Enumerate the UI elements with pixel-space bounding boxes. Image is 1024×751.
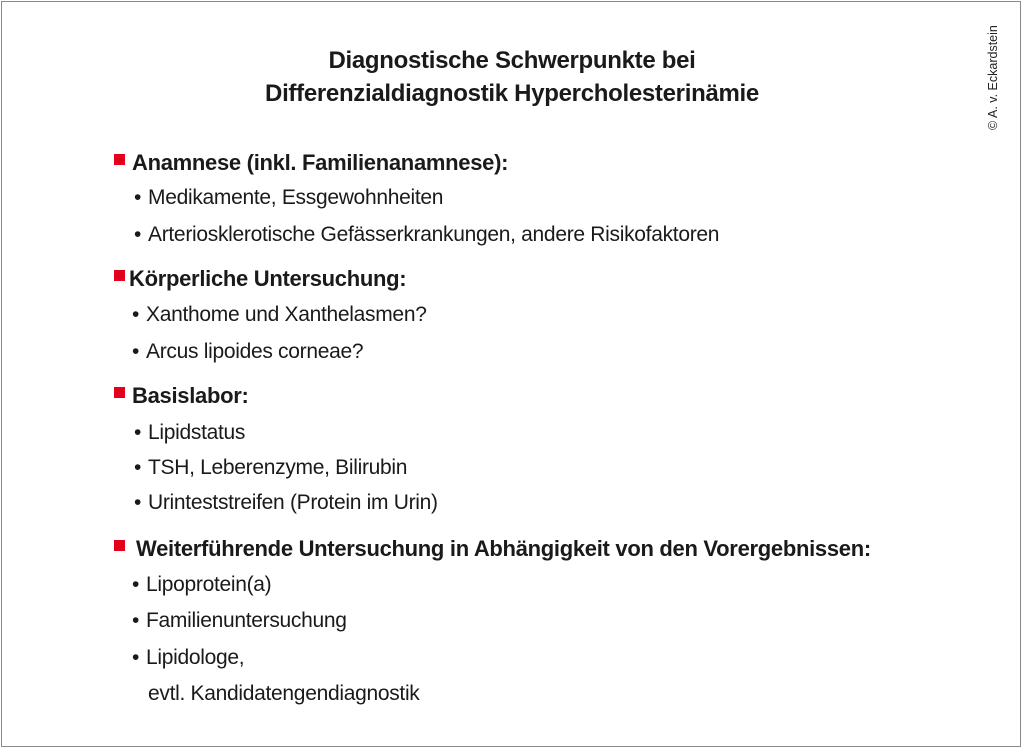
list-item: [132, 302, 427, 328]
list-item-text: Medikamente, Essgewohnheiten: [148, 186, 444, 209]
list-item: [134, 420, 245, 446]
bullet-dot-icon: •: [132, 573, 140, 596]
list-item: [132, 645, 244, 671]
list-item: [132, 339, 363, 365]
section-heading-koerperliche-untersuchung: [114, 266, 406, 292]
section-heading-basislabor: [114, 383, 249, 409]
red-square-bullet-icon: [114, 540, 125, 551]
list-item-text: Familienuntersuchung: [146, 609, 347, 632]
bullet-dot-icon: •: [134, 491, 142, 514]
slide-title-line-1: Diagnostische Schwerpunkte bei: [328, 47, 696, 74]
list-item-text: Arcus lipoides corneae?: [146, 340, 364, 363]
section-heading-text: Anamnese (inkl. Familienanamnese):: [132, 150, 509, 175]
list-item-text: Xanthome und Xanthelasmen?: [146, 303, 427, 326]
section-heading-text: Weiterführende Untersuchung in Abhängigkeit von den Vorergebnissen:: [136, 536, 871, 561]
list-item: [134, 455, 407, 481]
section-heading-weiterfuehrende-untersuchung: [114, 536, 871, 562]
bullet-dot-icon: •: [134, 421, 142, 444]
bullet-dot-icon: •: [134, 186, 142, 209]
bullet-dot-icon: •: [132, 303, 140, 326]
section-heading-anamnese: [114, 150, 508, 176]
list-item-text: TSH, Leberenzyme, Bilirubin: [148, 456, 408, 479]
list-item: [132, 572, 271, 598]
list-item: [134, 490, 438, 516]
slide-title-line-2: Differenzialdiagnostik Hypercholesterinämie: [265, 80, 759, 107]
red-square-bullet-icon: [114, 270, 125, 281]
bullet-dot-icon: •: [134, 456, 142, 479]
list-item-text: Lipoprotein(a): [146, 573, 272, 596]
list-item-text: Urinteststreifen (Protein im Urin): [148, 491, 438, 514]
list-item: [132, 608, 347, 634]
section-heading-text: Körperliche Untersuchung:: [129, 266, 407, 291]
bullet-dot-icon: •: [132, 340, 140, 363]
copyright-notice: © A. v. Eckardstein: [986, 25, 1000, 130]
list-item-text: Lipidologe,: [146, 646, 245, 669]
bullet-dot-icon: •: [132, 609, 140, 632]
list-item-text: Lipidstatus: [148, 421, 246, 444]
section-heading-text: Basislabor:: [132, 383, 249, 408]
red-square-bullet-icon: [114, 154, 125, 165]
red-square-bullet-icon: [114, 387, 125, 398]
bullet-dot-icon: •: [132, 646, 140, 669]
list-item-continuation: evtl. Kandidatengendiagnostik: [148, 682, 420, 705]
list-item: [134, 185, 443, 211]
bullet-dot-icon: •: [134, 223, 142, 246]
list-item-text: Arteriosklerotische Gefässerkrankungen, andere Risikofaktoren: [148, 223, 720, 246]
list-item: [134, 222, 719, 248]
